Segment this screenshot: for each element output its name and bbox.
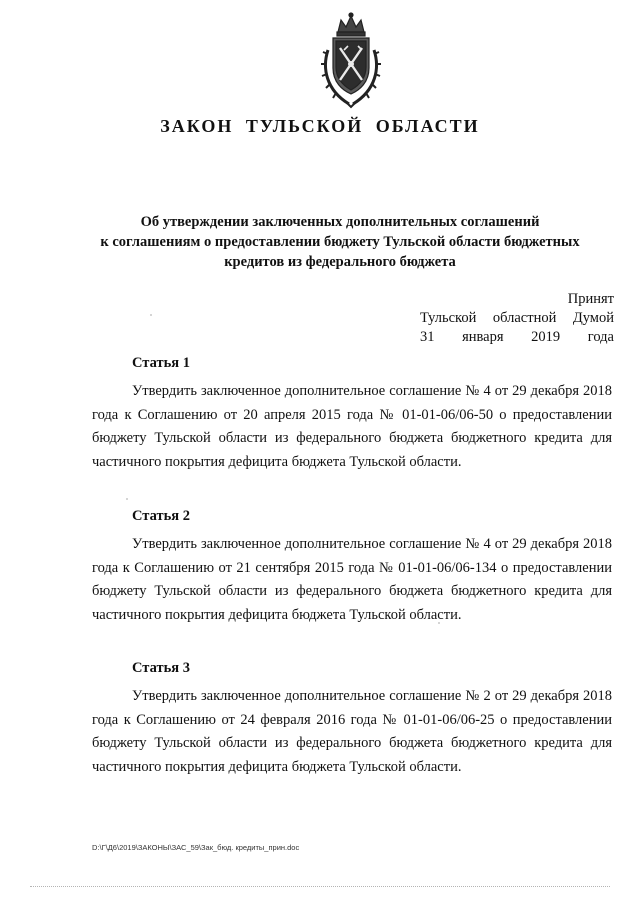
article-text: Утвердить заключенное дополнительное соглашение № 4 от 29 декабря 2018 года к Соглашению от 21 сентября 2015 года № 01-01-06/06-134 о предоставлении бюджету Тульской области из федерального бюджета бюджетного кредита для частичного покрытия дефицита бюджета Тульской области. (92, 536, 612, 623)
adoption-label: Принят (567, 291, 614, 307)
scan-artifact-line (30, 886, 610, 887)
article-heading: Статья 2 (132, 508, 190, 524)
article-heading: Статья 1 (132, 355, 190, 371)
file-path-footer: D:\Г\Д6\2019\ЗАКОНЫ\ЗАС_59\Зак_бюд. кредиты_прин.doc (92, 843, 300, 852)
scan-speck (126, 498, 128, 500)
article-text: Утвердить заключенное дополнительное соглашение № 2 от 29 декабря 2018 года к Соглашению от 24 февраля 2016 года № 01-01-06/06-25 о предоставлении бюджету Тульской области из федерального бюджета бюджетного кредита для частичного покрытия дефицита бюджета Тульской области. (92, 688, 612, 775)
adoption-block (420, 290, 614, 347)
subject-line: к соглашениям о предоставлении бюджету Тульской области бюджетных (100, 234, 580, 250)
subject-line: кредитов из федерального бюджета (224, 254, 456, 270)
article-3 (92, 657, 612, 779)
adoption-date-month: января (462, 329, 504, 345)
article-text: Утвердить заключенное дополнительное соглашение № 4 от 29 декабря 2018 года к Соглашению от 20 апреля 2015 года № 01-01-06/06-50 о предоставлении бюджету Тульской области из федерального бюджета бюджетного кредита для частичного покрытия дефицита бюджета Тульской области. (92, 383, 612, 470)
adoption-body: Тульской областной Думой (420, 310, 614, 326)
scan-speck (438, 622, 440, 624)
adoption-date-year: 2019 (531, 329, 561, 345)
document-subject (90, 212, 590, 272)
adoption-date-day: 31 (420, 329, 435, 345)
subject-line: Об утверждении заключенных дополнительных соглашений (140, 214, 540, 230)
law-title: ЗАКОН ТУЛЬСКОЙ ОБЛАСТИ (160, 116, 480, 136)
adoption-date-word: года (587, 329, 614, 345)
scan-speck (150, 314, 152, 316)
tula-coat-of-arms-icon (316, 10, 386, 110)
article-2 (92, 505, 612, 627)
article-1 (92, 352, 612, 474)
adoption-date (420, 328, 614, 347)
article-heading: Статья 3 (132, 660, 190, 676)
